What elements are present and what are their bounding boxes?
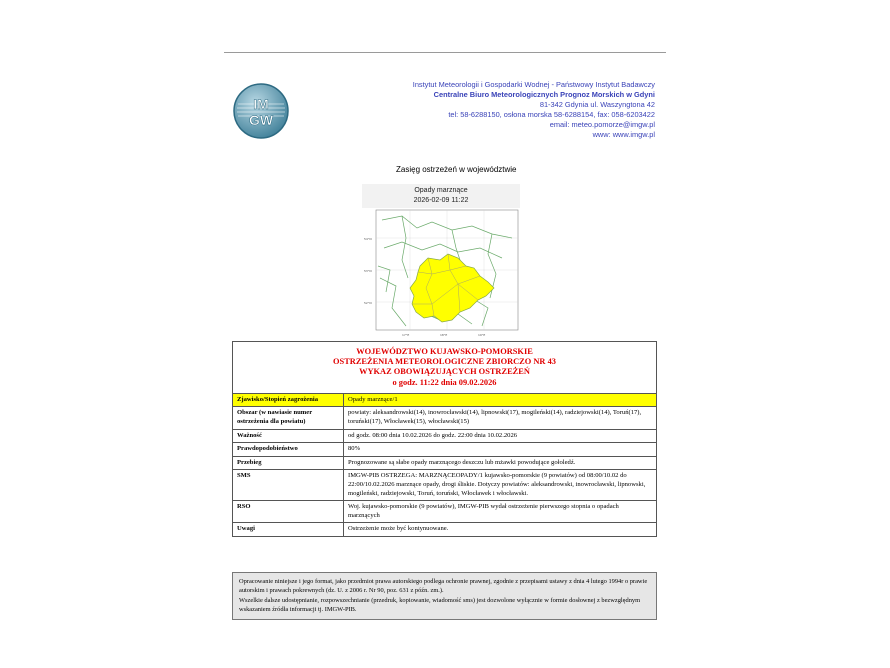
table-row [233,443,657,457]
row-label: Obszar (w nawiasie numer ostrzeżenia dla powiatu) [233,407,344,429]
top-divider [224,52,666,53]
row-label: Ważność [233,429,344,443]
map-datetime: 2026-02-09 11:22 [413,197,469,204]
imgw-logo [232,82,290,140]
logo-text-bottom: GW [248,112,274,128]
website: www: www.imgw.pl [592,130,655,140]
copyright-paragraph-1: Opracowanie niniejsze i jego format, jako przedmiot prawa autorskiego podlega ochronie prawnej, zgodnie z przepisami ustawy z dnia 4 lutego 1994r o prawie autorskim i prawach pokrewnych (dz. U. z 2006 r. Nr 90, poz. 631 z późn. zm.). [239,578,648,595]
row-label: Uwagi [233,523,344,537]
logo-text-top: IM [253,96,269,112]
row-value: Woj. kujawsko-pomorskie (9 powiatów), IMGW-PIB wydał ostrzeżenie pierwszego stopnia o opadach marznących [344,501,657,523]
warning-table [232,341,657,537]
row-label: Przebieg [233,456,344,470]
table-row [233,470,657,501]
row-value: IMGW-PIB OSTRZEGA: MARZNĄCEOPADY/1 kujawsko-pomorskie (9 powiatów) od 08:00/10.02 do 22:00/10.02.2026 marznące opady, drogi śliskie. Dotyczy powiatów: aleksandrowski, inowrocławski, lipnowski, mogileński, radziejowski, Toruń, toruński, Włocławek i włocławski. [344,470,657,501]
warning-title [233,342,657,394]
svg-text:52°N: 52°N [364,301,372,305]
address: 81-342 Gdynia ul. Waszyngtona 42 [539,100,655,110]
institute-name: Instytut Meteorologii i Gospodarki Wodnej - Państwowy Instytut Badawczy [412,80,655,89]
table-row [233,501,657,523]
svg-text:53°N: 53°N [364,269,372,273]
warning-map [362,184,520,340]
map-section-heading: Zasięg ostrzeżeń w województwie [396,165,517,174]
row-value: Ostrzeżenie może być kontynuowane. [344,523,657,537]
title-warnings-number: OSTRZEŻENIA METEOROLOGICZNE ZBIORCZO NR 43 [333,357,556,367]
table-row [233,429,657,443]
copyright-paragraph-2: Wszelkie dalsze udostępnianie, rozpowszechnianie (przedruk, kopiowanie, wiadomość sms) jest dozwolone wyłącznie w formie dosłownej z bezwzględnym wskazaniem źródła informacji tj. IMGW-PIB. [239,596,641,614]
row-label: SMS [233,470,344,501]
svg-text:19°E: 19°E [478,333,486,337]
row-label: Zjawisko/Stopień zagrożenia [233,393,344,407]
svg-text:17°E: 17°E [402,333,410,337]
table-row [233,456,657,470]
phone-fax: tel: 58-6288150, osłona morska 58-6288154, fax: 058-6203422 [448,110,655,120]
title-region: WOJEWÓDZTWO KUJAWSKO-POMORSKIE [356,347,533,356]
copyright-notice [232,572,657,620]
table-row [233,393,657,407]
title-list: WYKAZ OBOWIĄZUJĄCYCH OSTRZEŻEŃ [359,367,530,377]
bureau-name: Centralne Biuro Meteorologicznych Prognoz Morskich w Gdyni [433,90,655,100]
svg-text:54°N: 54°N [364,237,372,241]
title-datetime: o godz. 11:22 dnia 09.02.2026 [392,377,497,387]
email: email: meteo.pomorze@imgw.pl [549,120,655,130]
table-row [233,407,657,429]
row-value: Opady marznące/1 [344,393,657,407]
map-header [362,184,520,208]
svg-text:18°E: 18°E [440,333,448,337]
row-value: 80% [344,443,657,457]
region-map [362,208,520,340]
row-value: powiaty: aleksandrowski(14), inowrocławski(14), lipnowski(17), mogileński(14), radziejowski(14), Toruń(17), toruński(17), Włocławek(15), włocławski(15) [344,407,657,429]
row-label: RSO [233,501,344,523]
row-value: Prognozowane są słabe opady marznącego deszczu lub mżawki powodujące gołoledź. [344,456,657,470]
institute-header [330,80,655,141]
map-title: Opady marznące [414,187,468,194]
row-label: Prawdopodobieństwo [233,443,344,457]
table-row [233,523,657,537]
row-value: od godz. 08:00 dnia 10.02.2026 do godz. 22:00 dnia 10.02.2026 [344,429,657,443]
